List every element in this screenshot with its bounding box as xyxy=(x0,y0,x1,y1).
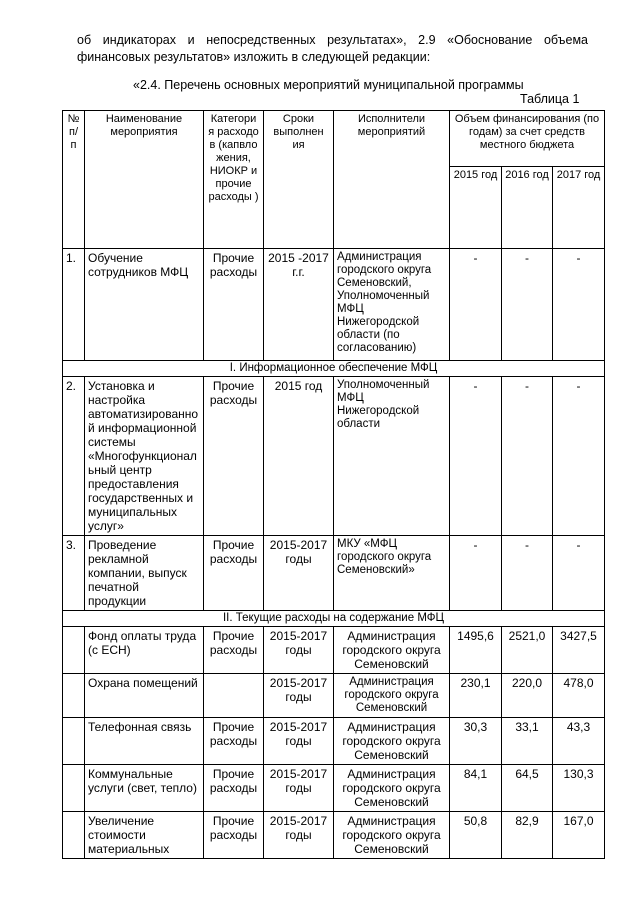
section-heading: «2.4. Перечень основных мероприятий муниципальной программы xyxy=(133,78,524,92)
row-value-2017: 167,0 xyxy=(553,812,605,859)
row-terms: 2015-2017 годы xyxy=(264,674,334,718)
table-row xyxy=(63,627,605,674)
row-name: Увеличение стоимости материальных xyxy=(85,812,204,859)
header-year-2015: 2015 год xyxy=(450,167,502,249)
section-title-costs: II. Текущие расходы на содержание МФЦ xyxy=(63,611,605,627)
row-num xyxy=(63,812,85,859)
intro-paragraph: об индикаторах и непосредственных результатах», 2.9 «Обоснование объема финансовых результатов» изложить в следующей редакции: xyxy=(77,33,588,64)
header-funding: Объем финансирования (по годам) за счет средств местного бюджета xyxy=(450,111,605,167)
header-category: Категори я расходо в (капвло жения, НИОКР и прочие расходы ) xyxy=(204,111,264,249)
table-number: Таблица 1 xyxy=(520,92,580,106)
header-year-2017: 2017 год xyxy=(553,167,605,249)
row-executors: Уполномоченный МФЦ Нижегородской области xyxy=(334,377,450,536)
row-num xyxy=(63,765,85,812)
row-value-2016: - xyxy=(502,377,553,536)
section-row xyxy=(63,611,605,627)
row-name: Установка и настройка автоматизированно й информационной системы «Многофункционал ьный центр предоставления государственных и муниципальных услуг» xyxy=(85,377,204,536)
row-terms: 2015-2017 годы xyxy=(264,812,334,859)
row-value-2016: - xyxy=(502,536,553,611)
row-terms: 2015-2017 годы xyxy=(264,627,334,674)
row-name: Проведение рекламной компании, выпуск печатной продукции xyxy=(85,536,204,611)
table-row xyxy=(63,765,605,812)
row-executors: Администрация городского округа Семеновский xyxy=(334,765,450,812)
row-terms: 2015-2017 годы xyxy=(264,765,334,812)
row-value-2015: 50,8 xyxy=(450,812,502,859)
row-executors: МКУ «МФЦ городского округа Семеновский» xyxy=(334,536,450,611)
row-name: Телефонная связь xyxy=(85,718,204,765)
row-value-2016: 82,9 xyxy=(502,812,553,859)
row-executors: Администрация городского округа Семеновский xyxy=(334,674,450,718)
row-executors: Администрация городского округа Семеновский xyxy=(334,627,450,674)
row-num: 1. xyxy=(63,249,85,361)
row-terms: 2015-2017 годы xyxy=(264,536,334,611)
row-value-2015: - xyxy=(450,249,502,361)
row-value-2015: 30,3 xyxy=(450,718,502,765)
row-executors: Администрация городского округа Семеновский xyxy=(334,812,450,859)
row-executors: Администрация городского округа Семеновский xyxy=(334,718,450,765)
table-header-row xyxy=(63,111,605,167)
row-category: Прочие расходы xyxy=(204,765,264,812)
header-executors: Исполнители мероприятий xyxy=(334,111,450,249)
row-name: Охрана помещений xyxy=(85,674,204,718)
row-value-2015: - xyxy=(450,377,502,536)
table-row xyxy=(63,536,605,611)
row-value-2017: - xyxy=(553,536,605,611)
row-num xyxy=(63,674,85,718)
table-row xyxy=(63,249,605,361)
row-value-2017: 3427,5 xyxy=(553,627,605,674)
row-num xyxy=(63,718,85,765)
activities-table xyxy=(62,110,605,859)
section-row xyxy=(63,361,605,377)
row-name: Обучение сотрудников МФЦ xyxy=(85,249,204,361)
row-category xyxy=(204,674,264,718)
row-name: Фонд оплаты труда (с ЕСН) xyxy=(85,627,204,674)
table-row xyxy=(63,718,605,765)
row-value-2016: 220,0 xyxy=(502,674,553,718)
row-value-2017: 43,3 xyxy=(553,718,605,765)
row-value-2017: 478,0 xyxy=(553,674,605,718)
row-value-2017: - xyxy=(553,377,605,536)
row-value-2016: 33,1 xyxy=(502,718,553,765)
section-title-info: I. Информационное обеспечение МФЦ xyxy=(63,361,605,377)
row-category: Прочие расходы xyxy=(204,812,264,859)
header-name: Наименование мероприятия xyxy=(85,111,204,249)
header-num: № п/ п xyxy=(63,111,85,249)
row-num: 3. xyxy=(63,536,85,611)
row-category: Прочие расходы xyxy=(204,718,264,765)
row-category: Прочие расходы xyxy=(204,536,264,611)
table-row xyxy=(63,812,605,859)
row-value-2017: - xyxy=(553,249,605,361)
row-terms: 2015 год xyxy=(264,377,334,536)
row-value-2016: 2521,0 xyxy=(502,627,553,674)
row-value-2015: 230,1 xyxy=(450,674,502,718)
row-category: Прочие расходы xyxy=(204,249,264,361)
table-row xyxy=(63,674,605,718)
row-value-2016: 64,5 xyxy=(502,765,553,812)
row-value-2015: - xyxy=(450,536,502,611)
row-num: 2. xyxy=(63,377,85,536)
row-name: Коммунальные услуги (свет, тепло) xyxy=(85,765,204,812)
table-row xyxy=(63,377,605,536)
row-value-2016: - xyxy=(502,249,553,361)
row-executors: Администрация городского округа Семеновский, Уполномоченный МФЦ Нижегородской области (по согласованию) xyxy=(334,249,450,361)
row-terms: 2015-2017 годы xyxy=(264,718,334,765)
row-terms: 2015 -2017 г.г. xyxy=(264,249,334,361)
row-num xyxy=(63,627,85,674)
row-value-2015: 84,1 xyxy=(450,765,502,812)
row-category: Прочие расходы xyxy=(204,627,264,674)
row-value-2017: 130,3 xyxy=(553,765,605,812)
header-year-2016: 2016 год xyxy=(502,167,553,249)
row-category: Прочие расходы xyxy=(204,377,264,536)
row-value-2015: 1495,6 xyxy=(450,627,502,674)
header-terms: Сроки выполнен ия xyxy=(264,111,334,249)
